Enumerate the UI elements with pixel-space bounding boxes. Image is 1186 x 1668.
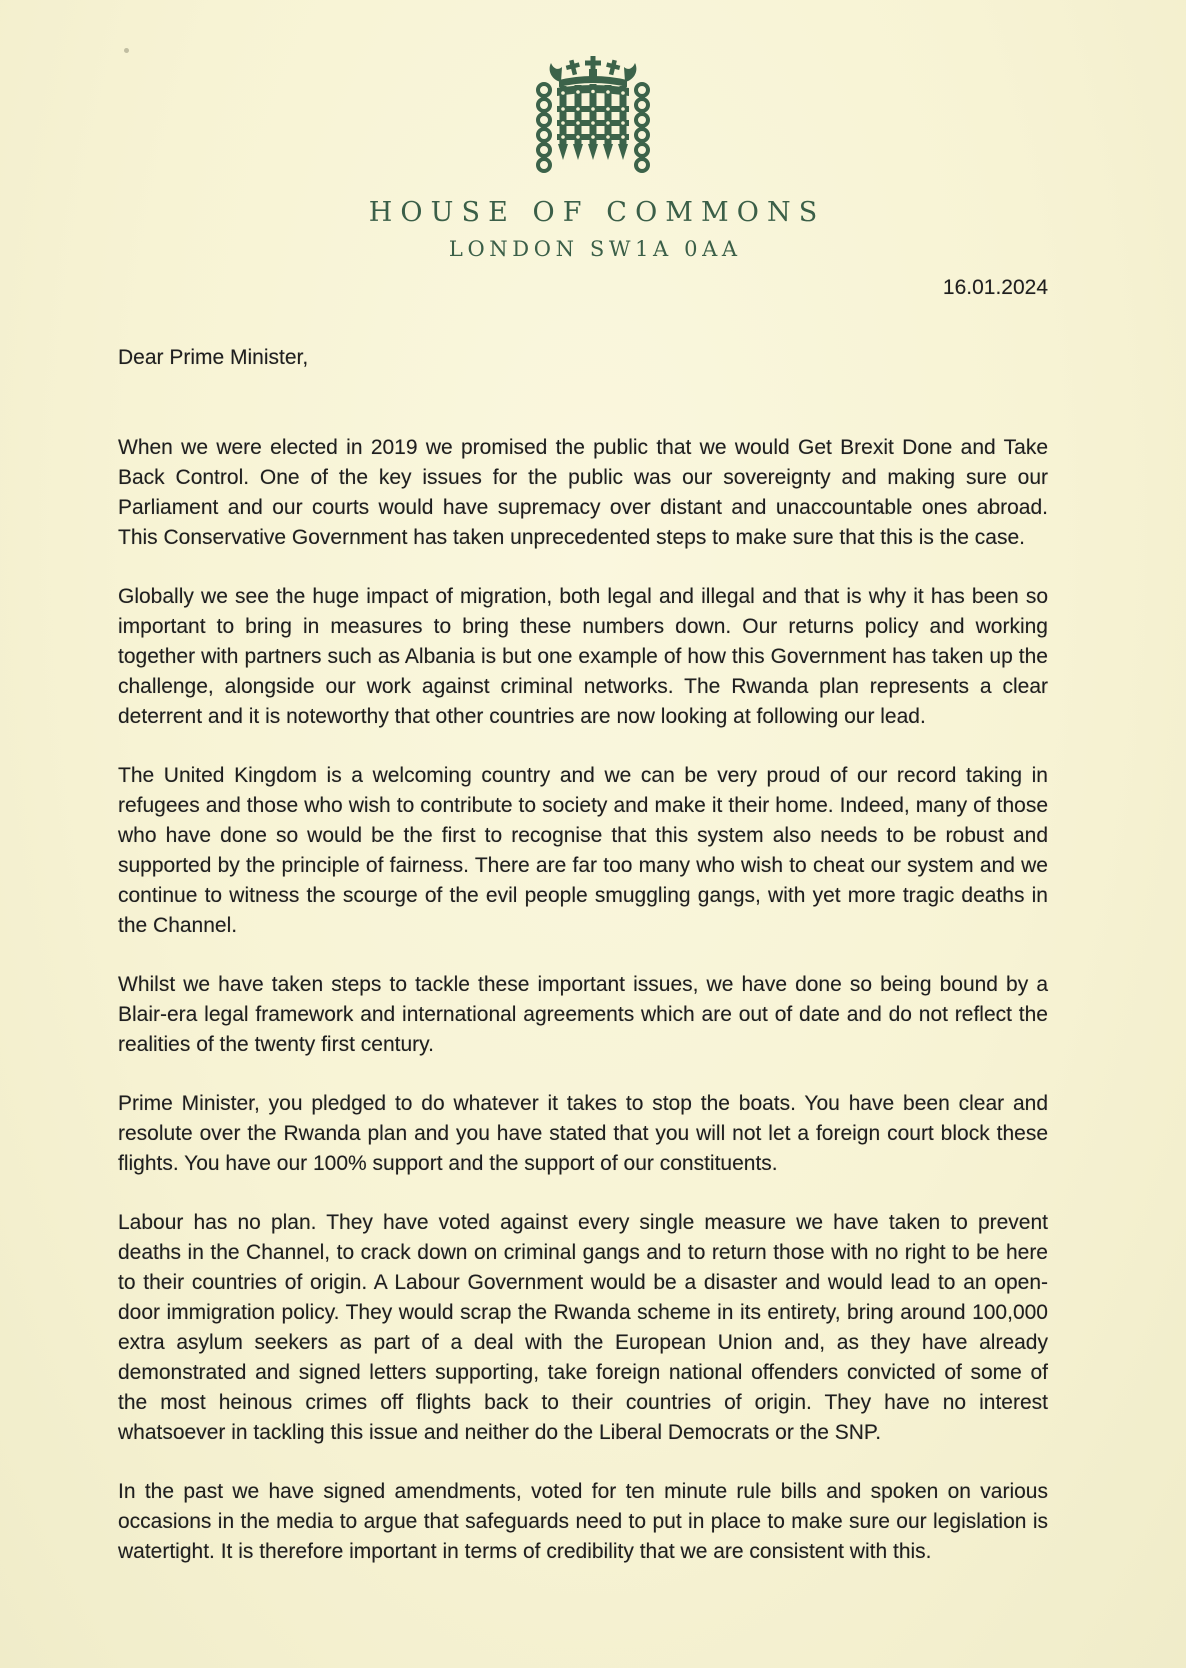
letter-paragraph-1: When we were elected in 2019 we promised the public that we would Get Brexit Done and Take Back Control. One of the key issues for the public was our sovereignty and making sure our Parliament and our courts would have supremacy over distant and unaccountable ones abroad. This Conservative Government has taken unprecedented steps to make sure that this is the case. bbox=[118, 436, 1048, 549]
letterhead-organization: HOUSE OF COMMONS bbox=[368, 197, 826, 228]
letter-paragraph-4: Whilst we have taken steps to tackle these important issues, we have done so being bound by a Blair-era legal framework and international agreements which are out of date and do not reflect the realities of the twenty first century. bbox=[118, 973, 1048, 1056]
letterhead bbox=[0, 0, 1186, 261]
house-of-commons-crest-icon bbox=[529, 56, 657, 180]
letterhead-address: LONDON SW1A 0AA bbox=[448, 237, 742, 261]
letter-date: 16.01.2024 bbox=[942, 276, 1048, 299]
scan-artifact bbox=[124, 48, 129, 53]
letter-body bbox=[118, 433, 1048, 1567]
letter-paragraph-5: Prime Minister, you pledged to do whatever it takes to stop the boats. You have been clear and resolute over the Rwanda plan and you have stated that you will not let a foreign court block these flights. You have our 100% support and the support of our constituents. bbox=[118, 1092, 1048, 1175]
letter-content bbox=[0, 273, 1186, 1567]
salutation: Dear Prime Minister, bbox=[118, 346, 309, 369]
letter-paragraph-3: The United Kingdom is a welcoming country and we can be very proud of our record taking in refugees and those who wish to contribute to society and make it their home. Indeed, many of those who have done so would be the first to recognise that this system also needs to be robust and supported by the principle of fairness. There are far too many who wish to cheat our system and we continue to witness the scourge of the evil people smuggling gangs, with yet more tragic deaths in the Channel. bbox=[118, 764, 1048, 937]
letter-paragraph-6: Labour has no plan. They have voted against every single measure we have taken to prevent deaths in the Channel, to crack down on criminal gangs and to return those with no right to be here to their countries of origin. A Labour Government would be a disaster and would lead to an open-door immigration policy. They would scrap the Rwanda scheme in its entirety, bring around 100,000 extra asylum seekers as part of a deal with the European Union and, as they have already demonstrated and signed letters supporting, take foreign national offenders convicted of some of the most heinous crimes off flights back to their countries of origin. They have no interest whatsoever in tackling this issue and neither do the Liberal Democrats or the SNP. bbox=[118, 1211, 1048, 1444]
letter-paragraph-7: In the past we have signed amendments, voted for ten minute rule bills and spoken on various occasions in the media to argue that safeguards need to put in place to make sure our legislation is watertight. It is therefore important in terms of credibility that we are consistent with this. bbox=[118, 1480, 1048, 1563]
letter-paragraph-2: Globally we see the huge impact of migration, both legal and illegal and that is why it has been so important to bring in measures to bring these numbers down. Our returns policy and working together with partners such as Albania is but one example of how this Government has taken up the challenge, alongside our work against criminal networks. The Rwanda plan represents a clear deterrent and it is noteworthy that other countries are now looking at following our lead. bbox=[118, 585, 1048, 728]
